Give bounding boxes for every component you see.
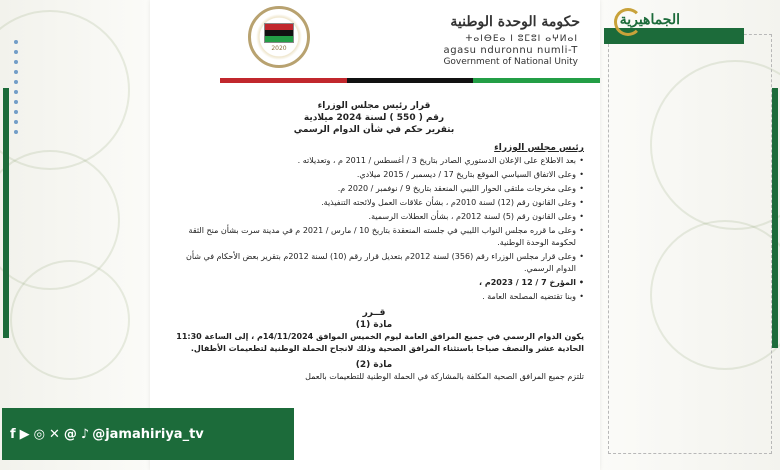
x-icon[interactable]: ✕ — [49, 426, 60, 442]
left-accent-bar — [3, 88, 9, 338]
threads-icon[interactable]: @ — [63, 426, 77, 442]
frame-border — [608, 34, 772, 454]
decided-heading: قــرر — [362, 308, 386, 318]
decree-title-line3: بتقرير حكم في شأن الدوام الرسمي — [293, 125, 455, 135]
addressee: رئيس مجلس الوزراء — [494, 143, 584, 153]
article-1-title: مادة (1) — [355, 320, 393, 330]
clause: • وبنا تقتضيه المصلحة العامة . — [164, 291, 584, 303]
clause: • وعلى قرار مجلس الوزراء رقم (356) لسنة 2012م بتعديل قرار رقم (10) لسنة 2012م بتقرير بعض الأحكام في شأن الدوام الرسمي. — [164, 251, 584, 275]
clause: • بعد الاطلاع على الإعلان الدستوري الصادر بتاريخ 3 / أغسطس / 2011 م ، وتعديلاته . — [164, 155, 584, 167]
decree-title — [164, 100, 584, 136]
article-1-text: يكون الدوام الرسمي في جميع المرافق العامة ليوم الخميس الموافق 14/11/2024م ، إلى الساعة 11:30 الحادية عشر والنصف صباحا باستثناء المرافق الصحية وذلك لانجاح الحملة الوطنية لتطعيمات الأطفال. — [176, 332, 584, 353]
channel-logo — [610, 4, 680, 44]
government-emblem — [248, 6, 310, 68]
clause: • وعلى مخرجات ملتقى الحوار الليبي المنعقد بتاريخ 9 / نوفمبر / 2020 م. — [164, 183, 584, 195]
social-handle[interactable]: @jamahiriya_tv — [92, 426, 204, 442]
header-amazigh-latin: agasu nduronnu numli-T — [443, 45, 578, 56]
decorative-swirl — [10, 260, 130, 380]
instagram-icon[interactable]: ◎ — [33, 426, 45, 442]
dots-decoration — [14, 40, 22, 134]
channel-logo-text: الجماهيرية — [619, 12, 680, 28]
decree-document — [150, 0, 600, 470]
libya-flag-icon — [264, 23, 294, 43]
youtube-icon[interactable]: ▶ — [19, 426, 30, 442]
clause: • وعلى القانون رقم (12) لسنة 2010م ، بشأن علاقات العمل ولائحته التنفيذية. — [164, 197, 584, 209]
clause: • وعلى ما قرره مجلس النواب الليبي في جلسته المنعقدة بتاريخ 10 / مارس / 2021 م في مدينة سرت بشأن منح الثقة لحكومة الوحدة الوطنية. — [164, 225, 584, 249]
social-icons — [10, 427, 89, 442]
tiktok-icon[interactable]: ♪ — [80, 426, 90, 442]
emblem-year: 2020 — [271, 44, 287, 52]
header-tifinagh: ⵜⴰⵏⴱⴹⴰ ⵏ ⵓⵎⵓⵏ ⴰⵖⵍⴰⵏ — [465, 34, 578, 44]
left-background — [0, 0, 150, 470]
clause-date: • المؤرخ 7 / 12 / 2023م ، — [164, 277, 584, 289]
article-2-title: مادة (2) — [355, 360, 393, 370]
decree-title-line1: قرار رئيس مجلس الوزراء — [317, 101, 431, 111]
header-english: Government of National Unity — [443, 57, 578, 67]
header-arabic-title: حكومة الوحدة الوطنية — [450, 14, 580, 30]
clause: • وعلى الاتفاق السياسي الموقع بتاريخ 17 / ديسمبر / 2015 ميلادي. — [164, 169, 584, 181]
flag-divider — [220, 78, 600, 83]
social-footer — [2, 408, 294, 460]
decree-title-line2: رقم ( 550 ) لسنة 2024 ميلادية — [303, 113, 445, 123]
right-accent-bar — [772, 88, 778, 348]
decree-body — [164, 100, 584, 383]
article-2-text: تلتزم جميع المرافق الصحية المكلفة بالمشاركة في الحملة الوطنية للتطعيمات بالعمل — [305, 372, 584, 381]
clause: • وعلى القانون رقم (5) لسنة 2012م ، بشأن العطلات الرسمية. — [164, 211, 584, 223]
facebook-icon[interactable]: f — [10, 426, 16, 442]
